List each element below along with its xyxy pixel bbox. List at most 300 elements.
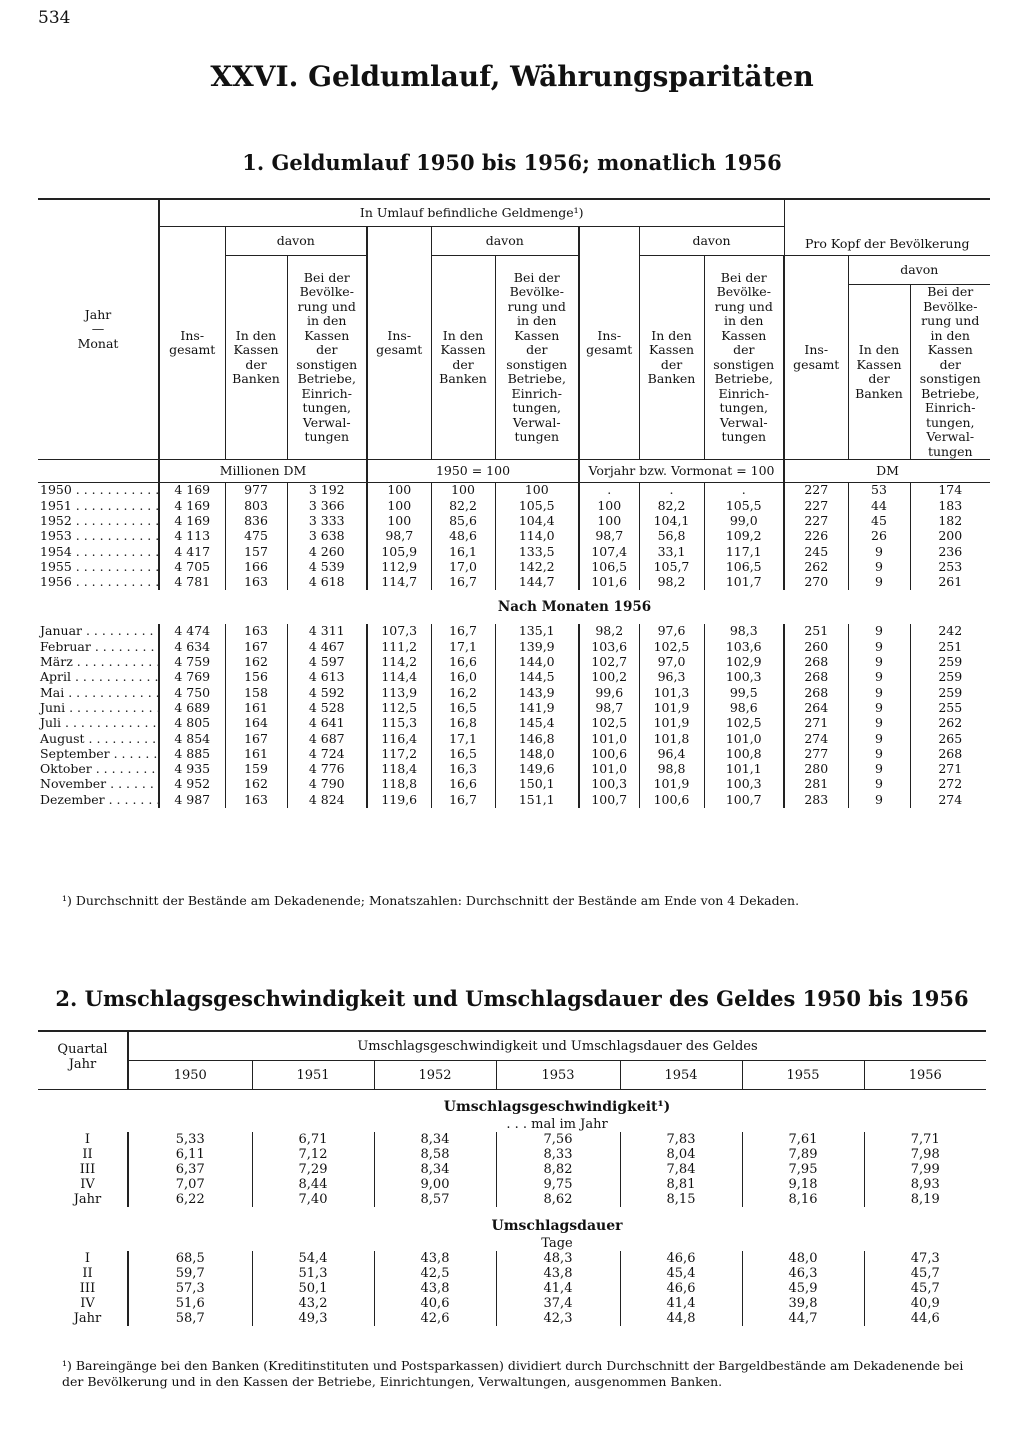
- table-cell: 8,34: [374, 1132, 496, 1147]
- table-cell: 42,3: [496, 1311, 620, 1326]
- table-cell: 9: [848, 777, 910, 792]
- table-cell: 99,5: [704, 685, 784, 700]
- table-cell: 144,5: [495, 670, 579, 685]
- table-cell: 264: [784, 701, 848, 716]
- table-cell: 8,34: [374, 1162, 496, 1177]
- year-header: 1950: [128, 1061, 252, 1090]
- table-cell: 100,2: [579, 670, 639, 685]
- table-row: [38, 655, 990, 670]
- table-cell: 8,58: [374, 1147, 496, 1162]
- table-cell: 98,7: [579, 701, 639, 716]
- table-cell: 106,5: [579, 559, 639, 574]
- table-cell: 4 169: [159, 483, 225, 499]
- table-row: [38, 498, 990, 513]
- table-cell: 105,5: [704, 498, 784, 513]
- table-cell: 41,4: [620, 1296, 742, 1311]
- table-cell: 836: [225, 514, 287, 529]
- table-cell: 3 366: [287, 498, 367, 513]
- table-cell: 98,2: [579, 624, 639, 639]
- kassen-header: In den Kassen der Banken: [848, 285, 910, 460]
- table-row: [38, 670, 990, 685]
- row-label: III: [79, 1281, 96, 1296]
- table-cell: 8,44: [252, 1177, 374, 1192]
- table-cell: 100: [367, 483, 431, 499]
- table-cell: 57,3: [128, 1281, 252, 1296]
- table-cell: 48,6: [431, 529, 495, 544]
- table-row: [38, 1311, 986, 1326]
- table-cell: 259: [910, 685, 990, 700]
- table-cell: 268: [910, 746, 990, 761]
- table1-title: 1. Geldumlauf 1950 bis 1956; monatlich 1956: [242, 150, 782, 175]
- table-row: [38, 1281, 986, 1296]
- row-label: 1953 . . .: [38, 529, 159, 544]
- table-cell: 44,8: [620, 1311, 742, 1326]
- table-cell: 8,82: [496, 1162, 620, 1177]
- table-cell: 100: [367, 498, 431, 513]
- row-label: Jahr: [73, 1192, 102, 1207]
- table-cell: 227: [784, 498, 848, 513]
- table-cell: 101,6: [579, 575, 639, 590]
- table-cell: 144,7: [495, 575, 579, 590]
- year-header: 1951: [252, 1061, 374, 1090]
- table-cell: 117,1: [704, 544, 784, 559]
- table-row: [38, 1266, 986, 1281]
- table-cell: 44,7: [742, 1311, 864, 1326]
- table-row: [38, 559, 990, 574]
- table-cell: 150,1: [495, 777, 579, 792]
- table-cell: 47,3: [864, 1251, 986, 1266]
- table-cell: .: [639, 483, 704, 499]
- table-cell: 281: [784, 777, 848, 792]
- table-cell: 4 634: [159, 639, 225, 654]
- table-cell: 265: [910, 731, 990, 746]
- table-cell: 100,3: [704, 670, 784, 685]
- row-label: September . . .: [38, 746, 159, 761]
- bevoelkerung-header: Bei der Bevölke- rung und in den Kassen der sonstigen Betriebe, Einrich- tungen, Verwal- tungen: [910, 285, 990, 460]
- davon-header: davon: [848, 256, 990, 285]
- row-label: Juli . . .: [38, 716, 159, 731]
- table-cell: 4 952: [159, 777, 225, 792]
- table-cell: 102,5: [704, 716, 784, 731]
- table-cell: 146,8: [495, 731, 579, 746]
- table-cell: 16,5: [431, 701, 495, 716]
- table-cell: 100: [579, 498, 639, 513]
- table-cell: 163: [225, 575, 287, 590]
- table-row: [38, 792, 990, 807]
- chapter-title: XXVI. Geldumlauf, Währungsparitäten: [210, 60, 814, 93]
- table-cell: 226: [784, 529, 848, 544]
- table-cell: 167: [225, 639, 287, 654]
- table-cell: 4 311: [287, 624, 367, 639]
- table-cell: 17,1: [431, 731, 495, 746]
- table-cell: 112,9: [367, 559, 431, 574]
- bevoelkerung-header: Bei der Bevölke- rung und in den Kassen der sonstigen Betriebe, Einrich- tungen, Verwal- tungen: [287, 256, 367, 460]
- table-cell: 54,4: [252, 1251, 374, 1266]
- table-cell: 3 638: [287, 529, 367, 544]
- table-cell: 157: [225, 544, 287, 559]
- table-cell: 251: [784, 624, 848, 639]
- table-cell: 98,2: [639, 575, 704, 590]
- year-header: 1952: [374, 1061, 496, 1090]
- table-cell: 115,3: [367, 716, 431, 731]
- table-cell: 277: [784, 746, 848, 761]
- table-cell: 144,0: [495, 655, 579, 670]
- table2-footnote: ¹) Bareingänge bei den Banken (Kreditinstituten und Postsparkassen) dividiert durch Durchschnitt der Bargeldbestände am Dekadenende bei der Bevölkerung und in den Kassen der Betriebe, Einrichtungen, Verwaltungen, ausgenommen Banken.: [62, 1358, 964, 1389]
- table-cell: 4 260: [287, 544, 367, 559]
- table-cell: 148,0: [495, 746, 579, 761]
- table-cell: 104,1: [639, 514, 704, 529]
- unit-label: 1950 = 100: [367, 460, 579, 483]
- table-cell: 6,11: [128, 1147, 252, 1162]
- table-cell: 16,5: [431, 746, 495, 761]
- table-cell: 4 613: [287, 670, 367, 685]
- table-cell: 262: [784, 559, 848, 574]
- insgesamt-header: Ins- gesamt: [579, 227, 639, 460]
- table-row: [38, 514, 990, 529]
- table-cell: 7,98: [864, 1147, 986, 1162]
- table-cell: 16,1: [431, 544, 495, 559]
- row-label: März . . .: [38, 655, 159, 670]
- table-cell: 101,1: [704, 762, 784, 777]
- row-label: I: [84, 1132, 91, 1147]
- table-cell: 99,6: [579, 685, 639, 700]
- table-cell: 118,4: [367, 762, 431, 777]
- row-label: III: [79, 1162, 96, 1177]
- table-cell: 33,1: [639, 544, 704, 559]
- table-cell: 48,0: [742, 1251, 864, 1266]
- table-cell: 68,5: [128, 1251, 252, 1266]
- table-cell: 163: [225, 792, 287, 807]
- table-row: [38, 731, 990, 746]
- table-cell: 114,2: [367, 655, 431, 670]
- table-cell: 9: [848, 639, 910, 654]
- table-cell: 261: [910, 575, 990, 590]
- table-cell: 100,8: [704, 746, 784, 761]
- table-row: [38, 639, 990, 654]
- insgesamt-header: Ins- gesamt: [159, 227, 225, 460]
- table-cell: 113,9: [367, 685, 431, 700]
- insgesamt-header: Ins- gesamt: [784, 256, 848, 460]
- table-cell: 43,8: [374, 1281, 496, 1296]
- kassen-header: In den Kassen der Banken: [639, 256, 704, 460]
- table-cell: 45,4: [620, 1266, 742, 1281]
- table-cell: 39,8: [742, 1296, 864, 1311]
- table-cell: 9: [848, 624, 910, 639]
- table-cell: 98,6: [704, 701, 784, 716]
- row-label: Jahr: [73, 1311, 102, 1326]
- row-label: 1950 . . .: [38, 483, 159, 499]
- table-row: [38, 1177, 986, 1192]
- table-cell: 48,3: [496, 1251, 620, 1266]
- table-cell: 161: [225, 701, 287, 716]
- table-cell: 50,1: [252, 1281, 374, 1296]
- table-cell: 17,1: [431, 639, 495, 654]
- table-cell: 9,00: [374, 1177, 496, 1192]
- table-cell: 97,0: [639, 655, 704, 670]
- table-cell: 7,89: [742, 1147, 864, 1162]
- table-cell: 977: [225, 483, 287, 499]
- table-cell: 4 935: [159, 762, 225, 777]
- table-cell: 4 854: [159, 731, 225, 746]
- table-cell: 9: [848, 792, 910, 807]
- table-cell: 51,3: [252, 1266, 374, 1281]
- table-cell: 104,4: [495, 514, 579, 529]
- table-cell: 242: [910, 624, 990, 639]
- table-cell: 101,0: [579, 731, 639, 746]
- table-cell: 4 987: [159, 792, 225, 807]
- table-cell: 9: [848, 544, 910, 559]
- table-cell: 117,2: [367, 746, 431, 761]
- table-cell: 102,7: [579, 655, 639, 670]
- table-cell: 7,40: [252, 1192, 374, 1207]
- stub-header: Quartal Jahr: [38, 1031, 128, 1090]
- kassen-header: In den Kassen der Banken: [225, 256, 287, 460]
- months-heading: Nach Monaten 1956: [497, 598, 652, 615]
- table-cell: 106,5: [704, 559, 784, 574]
- table-cell: 9: [848, 762, 910, 777]
- table2-title: 2. Umschlagsgeschwindigkeit und Umschlagsdauer des Geldes 1950 bis 1956: [55, 986, 969, 1011]
- table-cell: 7,29: [252, 1162, 374, 1177]
- table-cell: 58,7: [128, 1311, 252, 1326]
- table-cell: 227: [784, 514, 848, 529]
- table-cell: 9: [848, 575, 910, 590]
- table-cell: 4 592: [287, 685, 367, 700]
- table-row: [38, 483, 990, 499]
- table-cell: 166: [225, 559, 287, 574]
- table-cell: 9,18: [742, 1177, 864, 1192]
- table-cell: 16,0: [431, 670, 495, 685]
- table-cell: 45,7: [864, 1281, 986, 1296]
- davon-header: davon: [225, 227, 367, 256]
- table-cell: 139,9: [495, 639, 579, 654]
- unit-label: DM: [784, 460, 990, 483]
- table-cell: 4 687: [287, 731, 367, 746]
- table-cell: 4 805: [159, 716, 225, 731]
- table-cell: 101,9: [639, 777, 704, 792]
- table-cell: 100: [579, 514, 639, 529]
- table-cell: 142,2: [495, 559, 579, 574]
- table-row: [38, 1162, 986, 1177]
- table-cell: 16,7: [431, 624, 495, 639]
- table-cell: 111,2: [367, 639, 431, 654]
- duration-heading: Umschlagsdauer: [491, 1217, 623, 1234]
- table-cell: 151,1: [495, 792, 579, 807]
- table-cell: 102,9: [704, 655, 784, 670]
- table-cell: 45: [848, 514, 910, 529]
- table-row: [38, 746, 990, 761]
- row-label: Januar . . .: [38, 624, 159, 639]
- table-cell: 9: [848, 701, 910, 716]
- table-cell: 174: [910, 483, 990, 499]
- table-cell: 4 885: [159, 746, 225, 761]
- table-cell: 44,6: [864, 1311, 986, 1326]
- table-cell: 262: [910, 716, 990, 731]
- table-cell: 6,71: [252, 1132, 374, 1147]
- table-cell: 42,6: [374, 1311, 496, 1326]
- table-cell: 272: [910, 777, 990, 792]
- row-label: I: [84, 1251, 91, 1266]
- table-cell: 101,3: [639, 685, 704, 700]
- table-cell: 251: [910, 639, 990, 654]
- row-label: August . . .: [38, 731, 159, 746]
- table-cell: 143,9: [495, 685, 579, 700]
- unit-label: Vorjahr bzw. Vormonat = 100: [579, 460, 784, 483]
- table-cell: 96,4: [639, 746, 704, 761]
- bevoelkerung-header: Bei der Bevölke- rung und in den Kassen der sonstigen Betriebe, Einrich- tungen, Verwal- tungen: [704, 256, 784, 460]
- year-header: 1956: [864, 1061, 986, 1090]
- table-row: [38, 762, 990, 777]
- table-cell: 7,12: [252, 1147, 374, 1162]
- table-cell: 9,75: [496, 1177, 620, 1192]
- table-cell: 49,3: [252, 1311, 374, 1326]
- money-circulation-table: [38, 198, 990, 808]
- table-cell: 135,1: [495, 624, 579, 639]
- per-capita-header: Pro Kopf der Bevölkerung: [784, 199, 990, 256]
- table-cell: 236: [910, 544, 990, 559]
- row-label: 1955 . . .: [38, 559, 159, 574]
- table-cell: 45,9: [742, 1281, 864, 1296]
- row-label: November . . .: [38, 777, 159, 792]
- table-row: [38, 685, 990, 700]
- table-cell: 17,0: [431, 559, 495, 574]
- table-cell: 8,81: [620, 1177, 742, 1192]
- table-cell: .: [704, 483, 784, 499]
- table-row: [38, 575, 990, 590]
- table-cell: 3 333: [287, 514, 367, 529]
- table-cell: 5,33: [128, 1132, 252, 1147]
- table-cell: 4 169: [159, 514, 225, 529]
- table-cell: 105,9: [367, 544, 431, 559]
- table-cell: .: [579, 483, 639, 499]
- table-cell: 7,71: [864, 1132, 986, 1147]
- table1-footnote: ¹) Durchschnitt der Bestände am Dekadenende; Monatszahlen: Durchschnitt der Bestände am Ende von 4 Dekaden.: [62, 893, 800, 908]
- speed-unit: . . . mal im Jahr: [506, 1116, 608, 1132]
- table-cell: 44: [848, 498, 910, 513]
- table-cell: 4 790: [287, 777, 367, 792]
- table-cell: 156: [225, 670, 287, 685]
- table-cell: 274: [784, 731, 848, 746]
- kassen-header: In den Kassen der Banken: [431, 256, 495, 460]
- table-cell: 51,6: [128, 1296, 252, 1311]
- table-cell: 8,19: [864, 1192, 986, 1207]
- table-cell: 7,84: [620, 1162, 742, 1177]
- table-cell: 16,3: [431, 762, 495, 777]
- table-cell: 182: [910, 514, 990, 529]
- table-cell: 16,2: [431, 685, 495, 700]
- table-cell: 100,7: [579, 792, 639, 807]
- table-cell: 7,56: [496, 1132, 620, 1147]
- table-cell: 145,4: [495, 716, 579, 731]
- table-cell: 16,6: [431, 655, 495, 670]
- page-number: 534: [38, 8, 71, 28]
- row-label: II: [82, 1147, 93, 1162]
- table-cell: 227: [784, 483, 848, 499]
- table-cell: 7,83: [620, 1132, 742, 1147]
- table-cell: 200: [910, 529, 990, 544]
- table-cell: 16,7: [431, 575, 495, 590]
- table-cell: 114,0: [495, 529, 579, 544]
- table-cell: 40,9: [864, 1296, 986, 1311]
- table-row: [38, 1132, 986, 1147]
- table-cell: 4 776: [287, 762, 367, 777]
- table-cell: 4 824: [287, 792, 367, 807]
- table-cell: 268: [784, 655, 848, 670]
- table-cell: 107,3: [367, 624, 431, 639]
- group-header: Umschlagsgeschwindigkeit und Umschlagsdauer des Geldes: [128, 1031, 986, 1061]
- group-header: In Umlauf befindliche Geldmenge¹): [159, 199, 784, 227]
- table-cell: 7,95: [742, 1162, 864, 1177]
- table-cell: 41,4: [496, 1281, 620, 1296]
- table-cell: 259: [910, 670, 990, 685]
- table-cell: 803: [225, 498, 287, 513]
- table-cell: 164: [225, 716, 287, 731]
- unit-label: Millionen DM: [159, 460, 367, 483]
- table-cell: 159: [225, 762, 287, 777]
- table-cell: 270: [784, 575, 848, 590]
- table-cell: 97,6: [639, 624, 704, 639]
- row-label: 1954 . . .: [38, 544, 159, 559]
- table-cell: 100,3: [579, 777, 639, 792]
- table-cell: 4 781: [159, 575, 225, 590]
- table-cell: 4 618: [287, 575, 367, 590]
- table-cell: 271: [910, 762, 990, 777]
- table-cell: 260: [784, 639, 848, 654]
- table-row: [38, 701, 990, 716]
- davon-header: davon: [639, 227, 784, 256]
- table-cell: 16,6: [431, 777, 495, 792]
- table-cell: 100,6: [639, 792, 704, 807]
- table-row: [38, 1251, 986, 1266]
- table-cell: 149,6: [495, 762, 579, 777]
- table-cell: 4 724: [287, 746, 367, 761]
- table-cell: 158: [225, 685, 287, 700]
- table-cell: 105,5: [495, 498, 579, 513]
- table-cell: 116,4: [367, 731, 431, 746]
- table-cell: 7,07: [128, 1177, 252, 1192]
- table-cell: 4 689: [159, 701, 225, 716]
- table-cell: 4 597: [287, 655, 367, 670]
- table-cell: 183: [910, 498, 990, 513]
- stub-header: Jahr — Monat: [38, 199, 159, 460]
- table-cell: 112,5: [367, 701, 431, 716]
- table-cell: 253: [910, 559, 990, 574]
- table-cell: 274: [910, 792, 990, 807]
- table-cell: 4 759: [159, 655, 225, 670]
- table-row: [38, 1147, 986, 1162]
- table-cell: 6,37: [128, 1162, 252, 1177]
- table-cell: 105,7: [639, 559, 704, 574]
- table-cell: 167: [225, 731, 287, 746]
- table-cell: 9: [848, 670, 910, 685]
- table-cell: 8,33: [496, 1147, 620, 1162]
- table-cell: 37,4: [496, 1296, 620, 1311]
- table-cell: 255: [910, 701, 990, 716]
- table-cell: 161: [225, 746, 287, 761]
- table-cell: 280: [784, 762, 848, 777]
- insgesamt-header: Ins- gesamt: [367, 227, 431, 460]
- table-cell: 9: [848, 731, 910, 746]
- table-row: [38, 529, 990, 544]
- table-cell: 101,8: [639, 731, 704, 746]
- table-cell: 119,6: [367, 792, 431, 807]
- row-label: Februar . . .: [38, 639, 159, 654]
- row-label: 1952 . . .: [38, 514, 159, 529]
- table-row: [38, 1296, 986, 1311]
- table-cell: 4 705: [159, 559, 225, 574]
- table-cell: 4 113: [159, 529, 225, 544]
- table-cell: 40,6: [374, 1296, 496, 1311]
- table-cell: 101,7: [704, 575, 784, 590]
